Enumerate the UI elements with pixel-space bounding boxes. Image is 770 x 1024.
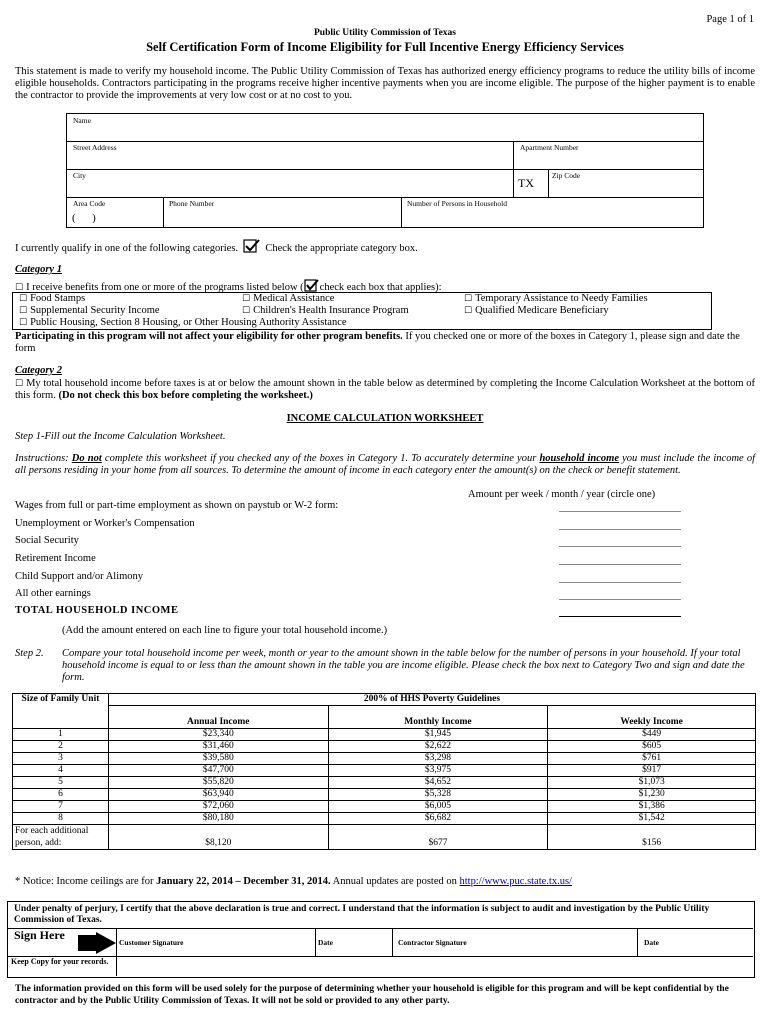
- income-label: Unemployment or Worker's Compensation: [15, 518, 195, 529]
- annual-income-cell: $47,700: [108, 765, 328, 777]
- category1-intro-text: I receive benefits from one or more of the programs listed below (: [26, 282, 304, 293]
- monthly-income-cell: $4,652: [328, 777, 548, 789]
- page-number: Page 1 of 1: [706, 14, 754, 25]
- signature-col-divider: [116, 956, 117, 976]
- signature-divider-2: [8, 956, 753, 957]
- area-code-field[interactable]: [67, 197, 164, 227]
- monthly-income-cell: $3,975: [328, 765, 548, 777]
- checkbox-icon[interactable]: ☐: [464, 294, 473, 304]
- poverty-guidelines-table: [12, 693, 756, 850]
- phone-field[interactable]: [163, 197, 402, 227]
- weekly-income-cell: $1,230: [548, 789, 756, 801]
- category1-note: [15, 331, 755, 355]
- total-household-income-label: TOTAL HOUSEHOLD INCOME: [15, 605, 179, 616]
- income-label: All other earnings: [15, 588, 91, 599]
- contractor-date-label: Date: [644, 938, 659, 947]
- worksheet-instructions: [15, 453, 755, 477]
- family-size-header: Size of Family Unit: [13, 694, 109, 729]
- worksheet-title: INCOME CALCULATION WORKSHEET: [286, 413, 484, 424]
- program-qmb[interactable]: [464, 305, 609, 316]
- monthly-income-cell: $6,005: [328, 801, 548, 813]
- weekly-income-cell: $449: [548, 729, 756, 741]
- weekly-income-cell: $1,542: [548, 813, 756, 825]
- amount-input-social-security[interactable]: [559, 546, 681, 547]
- program-ssi[interactable]: [19, 305, 160, 316]
- qualify-text: I currently qualify in one of the following categories.: [15, 243, 239, 254]
- street-address-field[interactable]: [67, 141, 514, 170]
- monthly-income-cell: $5,328: [328, 789, 548, 801]
- program-label: Public Housing, Section 8 Housing, or Other Housing Authority Assistance: [30, 317, 347, 328]
- monthly-income-header: Monthly Income: [328, 706, 548, 729]
- additional-person-label: For each additional person, add:: [13, 825, 109, 850]
- contractor-signature-field[interactable]: [392, 928, 638, 956]
- annual-income-cell: $80,180: [108, 813, 328, 825]
- annual-income-cell: $72,060: [108, 801, 328, 813]
- category1-note-text: If you checked one or more of the boxes in Category 1, please sign and date the form: [15, 331, 740, 354]
- persons-label: Number of Persons in Household: [407, 199, 507, 208]
- category2-warning: (Do not check this box before completing the worksheet.): [58, 390, 313, 401]
- instructions-label: Instructions:: [15, 453, 72, 464]
- family-size-cell: 6: [13, 789, 109, 801]
- additional-weekly: $156: [548, 825, 756, 850]
- qualify-instruction: Check the appropriate category box.: [265, 243, 418, 254]
- income-line-unemployment: [15, 518, 195, 529]
- income-label: Social Security: [15, 535, 79, 546]
- zip-label: Zip Code: [552, 171, 581, 180]
- annual-income-header: Annual Income: [108, 706, 328, 729]
- checkmark-icon: [243, 239, 261, 253]
- sign-here-arrow-icon: [78, 932, 118, 954]
- sign-here-label: Sign Here: [14, 928, 65, 942]
- monthly-income-cell: $1,945: [328, 729, 548, 741]
- area-code-parens: ( ): [72, 212, 96, 224]
- customer-signature-field[interactable]: [116, 928, 316, 956]
- program-label: Children's Health Insurance Program: [253, 305, 409, 316]
- program-food-stamps[interactable]: [19, 293, 85, 304]
- income-line-retirement: [15, 553, 96, 564]
- notice-text: * Notice: Income ceilings are for: [15, 876, 157, 887]
- annual-income-cell: $23,340: [108, 729, 328, 741]
- table-row: [13, 729, 756, 741]
- table-row: [13, 801, 756, 813]
- intro-paragraph: This statement is made to verify my household income. The Public Utility Commission of Texas has authorized energy efficiency programs to reduce the utility bills of income eligible households. Contractors participating in the programs receive higher incentive payments when you are income eligible. The purpose of the higher payment is to enable the contractor to provide the improvements at very low cost or at no cost to you.: [15, 66, 755, 101]
- income-label: Retirement Income: [15, 553, 96, 564]
- weekly-income-cell: $605: [548, 741, 756, 753]
- monthly-income-cell: $6,682: [328, 813, 548, 825]
- program-public-housing[interactable]: [19, 317, 347, 328]
- programs-box: [12, 292, 712, 330]
- notice-dates: January 22, 2014 – December 31, 2014.: [156, 876, 331, 887]
- city-field[interactable]: [67, 169, 514, 198]
- amount-input-retirement[interactable]: [559, 564, 681, 565]
- table-row: [13, 753, 756, 765]
- income-line-child-support: [15, 571, 143, 582]
- add-note: (Add the amount entered on each line to figure your total household income.): [62, 625, 388, 636]
- income-line-other: [15, 588, 91, 599]
- confidentiality-footer: The information provided on this form will be used solely for the purpose of determining whether your household is eligible for this program and will be kept confidential by the contractor and by the Public Utility Commission of Texas. It will not be sold or provided to any other party.: [15, 984, 729, 1006]
- additional-annual: $8,120: [108, 825, 328, 850]
- annual-income-cell: $63,940: [108, 789, 328, 801]
- program-label: Qualified Medicare Beneficiary: [475, 305, 609, 316]
- state-value: TX: [518, 176, 534, 190]
- amount-input-unemployment[interactable]: [559, 529, 681, 530]
- annual-income-cell: $31,460: [108, 741, 328, 753]
- table-row: [13, 777, 756, 789]
- annual-income-cell: $55,820: [108, 777, 328, 789]
- family-size-cell: 1: [13, 729, 109, 741]
- category2-text: [15, 378, 755, 402]
- contact-info-box: [66, 113, 704, 228]
- penalty-statement: Under penalty of perjury, I certify that the above declaration is true and correct. I understand that the information is subject to audit and investigation by the Public Utility Commission of Texas.: [14, 904, 710, 925]
- weekly-income-cell: $761: [548, 753, 756, 765]
- checkmark-icon: [304, 279, 320, 292]
- amount-input-child-support[interactable]: [559, 582, 681, 583]
- contractor-signature-label: Contractor Signature: [398, 938, 467, 947]
- income-label: Child Support and/or Alimony: [15, 571, 144, 582]
- poverty-guidelines-header: 200% of HHS Poverty Guidelines: [108, 694, 755, 706]
- income-line-wages: [15, 500, 338, 511]
- contractor-date-field[interactable]: [637, 928, 753, 956]
- program-label: Food Stamps: [30, 293, 86, 304]
- monthly-income-cell: $2,622: [328, 741, 548, 753]
- customer-date-field[interactable]: [314, 928, 393, 956]
- category2-heading: Category 2: [15, 365, 62, 376]
- family-size-cell: 7: [13, 801, 109, 813]
- notice-line: [15, 876, 572, 887]
- keep-copy-label: Keep Copy for your records.: [11, 957, 109, 966]
- city-label: City: [73, 171, 86, 180]
- table-row: [13, 765, 756, 777]
- amount-input-total[interactable]: [559, 616, 681, 617]
- worksheet-step1: Step 1-Fill out the Income Calculation Worksheet.: [15, 431, 226, 442]
- program-label: Temporary Assistance to Needy Families: [475, 293, 648, 304]
- category1-intro-text2: check each box that applies):: [319, 282, 442, 293]
- program-medical-assistance[interactable]: [242, 293, 334, 304]
- instructions-text2: you must include the income of all persons residing in your home from all sources. To determine the amount of income in each category enter the amount(s) on the check or benefit statement.: [15, 453, 756, 476]
- program-label: Supplemental Security Income: [30, 305, 160, 316]
- table-row: [13, 813, 756, 825]
- category2-statement: My total household income before taxes is at or below the amount shown in the table below as determined by completing the Income Calculation Worksheet at the bottom of this form.: [15, 378, 755, 401]
- phone-label: Phone Number: [169, 199, 215, 208]
- weekly-income-cell: $1,386: [548, 801, 756, 813]
- category2-checkbox[interactable]: ☐: [15, 379, 24, 389]
- puc-website-link[interactable]: http://www.puc.state.tx.us/: [459, 876, 572, 887]
- family-size-cell: 5: [13, 777, 109, 789]
- category1-note-bold: Participating in this program will not affect your eligibility for other program benefits.: [15, 331, 403, 342]
- category1-heading: Category 1: [15, 264, 62, 275]
- customer-signature-label: Customer Signature: [119, 938, 184, 947]
- additional-monthly: $677: [328, 825, 548, 850]
- apartment-field[interactable]: [513, 141, 703, 170]
- income-line-social-security: [15, 535, 79, 546]
- family-size-cell: 4: [13, 765, 109, 777]
- customer-date-label: Date: [318, 938, 333, 947]
- program-label: Medical Assistance: [253, 293, 335, 304]
- checkbox-icon[interactable]: ☐: [19, 294, 28, 304]
- area-code-label: Area Code: [73, 199, 106, 208]
- state-field: [513, 169, 549, 198]
- checkbox-icon[interactable]: ☐: [464, 306, 473, 316]
- persons-field[interactable]: [401, 197, 703, 227]
- zip-field[interactable]: [548, 169, 703, 198]
- annual-income-cell: $39,580: [108, 753, 328, 765]
- program-tanf[interactable]: [464, 293, 648, 304]
- table-row: [13, 741, 756, 753]
- family-size-cell: 2: [13, 741, 109, 753]
- name-field[interactable]: [67, 114, 703, 142]
- income-label: Wages from full or part-time employment as shown on paystub or W-2 form:: [15, 500, 339, 511]
- table-row-additional: [13, 825, 756, 850]
- checkbox-icon[interactable]: ☐: [242, 306, 251, 316]
- family-size-cell: 8: [13, 813, 109, 825]
- instructions-household-income: household income: [539, 453, 619, 464]
- table-row: [13, 789, 756, 801]
- category1-checkbox[interactable]: ☐: [15, 283, 24, 293]
- form-title: Self Certification Form of Income Eligibility for Full Incentive Energy Efficiency Services: [146, 40, 624, 54]
- name-label: Name: [73, 116, 91, 125]
- amount-input-other[interactable]: [559, 599, 681, 600]
- checkbox-icon[interactable]: ☐: [19, 306, 28, 316]
- monthly-income-cell: $3,298: [328, 753, 548, 765]
- program-chip[interactable]: [242, 305, 409, 316]
- amount-input-wages[interactable]: [559, 511, 681, 512]
- apt-label: Apartment Number: [520, 143, 579, 152]
- checkbox-icon[interactable]: ☐: [242, 294, 251, 304]
- family-size-cell: 3: [13, 753, 109, 765]
- step2-text: Compare your total household income per week, month or year to the amount shown in the table below for the number of persons in your household. If your total household income is equal to or less than the amount shown in the table you are income eligible. Please check the box next to Category Two and sign and date the form.: [62, 648, 745, 683]
- notice-text2: Annual updates are posted on: [330, 876, 460, 887]
- checkbox-icon[interactable]: ☐: [19, 318, 28, 328]
- instructions-do-not: Do not: [71, 453, 102, 464]
- agency-name: Public Utility Commission of Texas: [314, 28, 456, 38]
- category1-intro: [15, 279, 442, 293]
- step2-label: Step 2.: [15, 648, 44, 659]
- weekly-income-cell: $917: [548, 765, 756, 777]
- qualify-line: [15, 239, 418, 254]
- weekly-income-cell: $1,073: [548, 777, 756, 789]
- weekly-income-header: Weekly Income: [548, 706, 756, 729]
- amount-header: Amount per week / month / year (circle one): [468, 489, 656, 500]
- instructions-text1: complete this worksheet if you checked any of the boxes in Category 1. To accurately determine your: [101, 453, 540, 464]
- street-label: Street Address: [73, 143, 117, 152]
- signature-box: [7, 901, 755, 978]
